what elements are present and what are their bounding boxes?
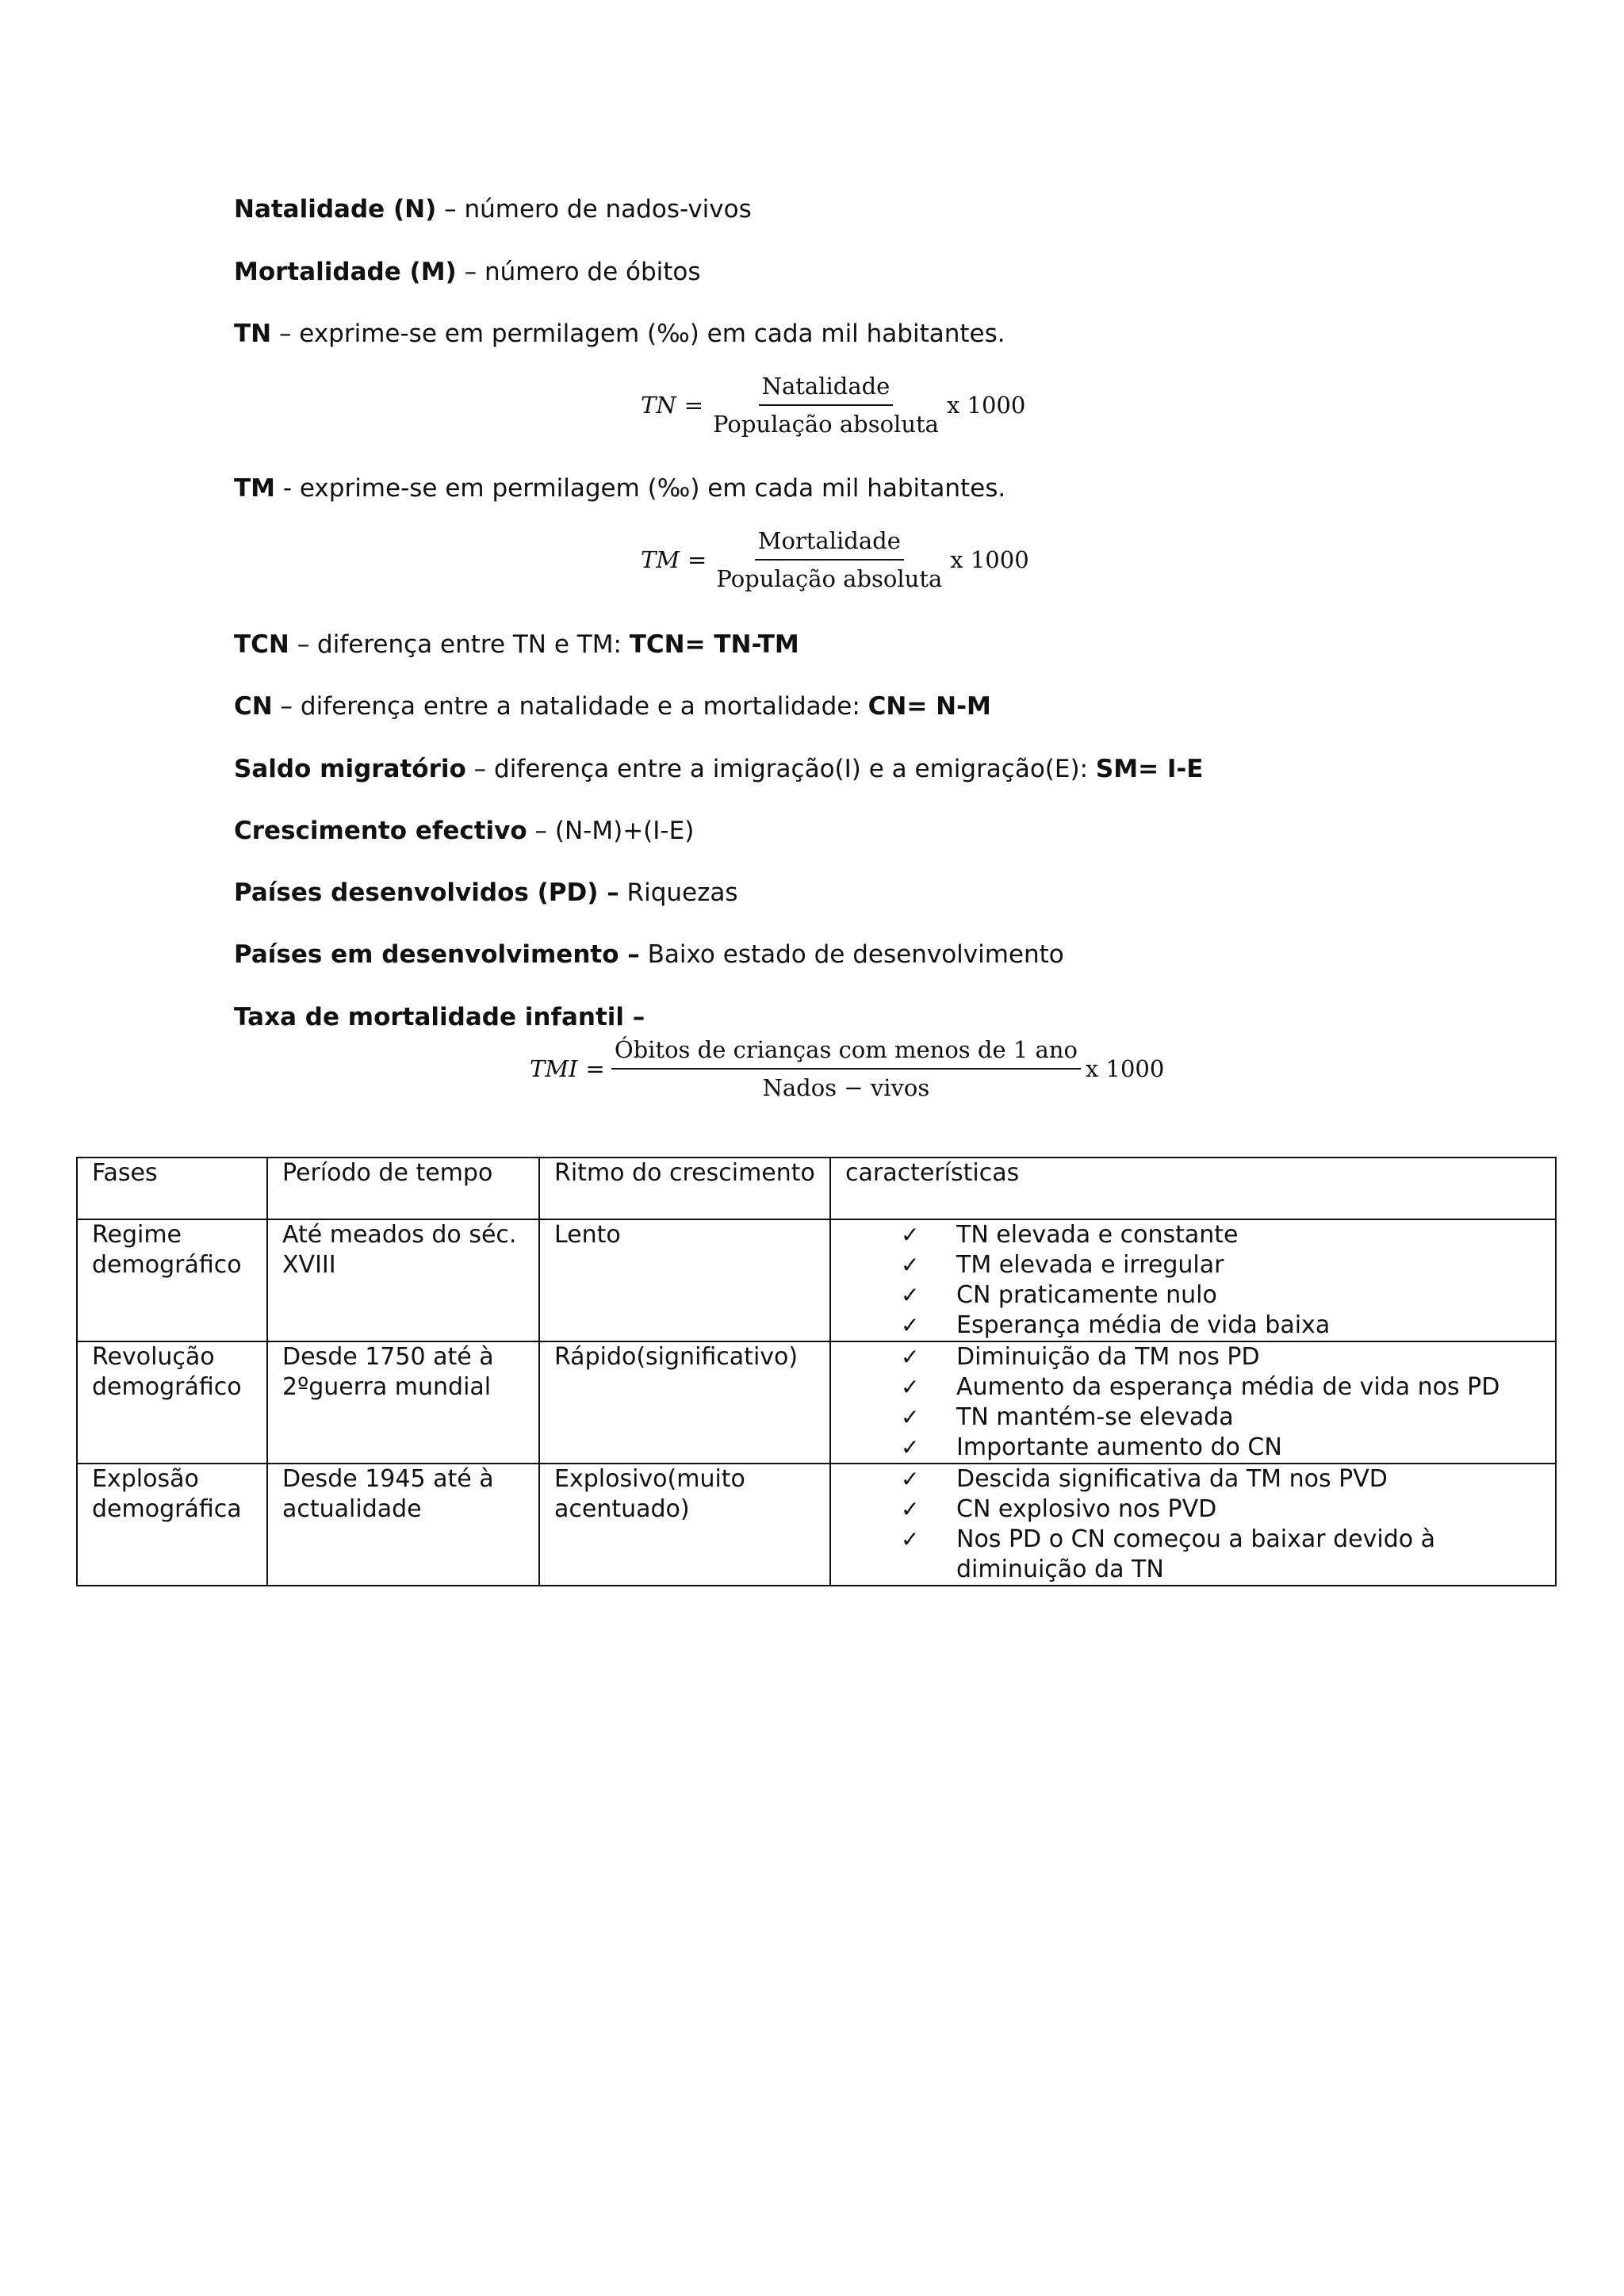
definition-tcn [234, 629, 799, 660]
formula-denominator: Nados − vivos [762, 1074, 930, 1101]
formula-numerator: Mortalidade [755, 527, 904, 561]
table-row [77, 1219, 1556, 1341]
definition-term: TCN [234, 630, 289, 659]
table-cell-fase: Explosão demográfica [77, 1464, 267, 1586]
list-item [901, 1280, 1541, 1311]
table-cell-fase: Revolução demográfico [77, 1341, 267, 1464]
definition-text: – (N-M)+(I-E) [527, 817, 695, 845]
table-cell-ritmo: Explosivo(muito acentuado) [539, 1464, 830, 1586]
definition-term: Países em desenvolvimento – [234, 940, 640, 969]
list-item-text: TM elevada e irregular [956, 1251, 1224, 1279]
list-item-text: CN explosivo nos PVD [956, 1495, 1217, 1523]
definition-mortalidade [234, 256, 701, 288]
characteristics-list [845, 1342, 1541, 1463]
check-icon: ✓ [901, 1434, 920, 1460]
definition-term: Saldo migratório [234, 755, 466, 783]
definition-text: Riquezas [619, 878, 738, 907]
list-item-text: Nos PD o CN começou a baixar devido à diminuição da TN [956, 1525, 1436, 1583]
formula-multiplier: x 1000 [950, 546, 1029, 573]
formula-multiplier: x 1000 [1085, 1055, 1165, 1082]
list-item [901, 1464, 1541, 1494]
definition-paises-desenvolvidos [234, 877, 738, 909]
formula-tn [641, 373, 1025, 438]
formula-tmi [530, 1036, 1164, 1101]
definition-text: – número de óbitos [456, 258, 701, 286]
table-header-row [77, 1158, 1556, 1219]
table-cell-fase: Regime demográfico [77, 1219, 267, 1341]
definition-saldo-migratorio [234, 753, 1203, 785]
list-item [901, 1402, 1541, 1433]
list-item [901, 1525, 1541, 1585]
list-item [901, 1433, 1541, 1463]
check-icon: ✓ [901, 1496, 920, 1522]
definition-term: Natalidade (N) [234, 195, 437, 224]
table-cell-caracteristicas [830, 1219, 1556, 1341]
check-icon: ✓ [901, 1466, 920, 1492]
definition-cn [234, 691, 991, 722]
list-item-text: Descida significativa da TM nos PVD [956, 1465, 1388, 1493]
characteristics-list [845, 1464, 1541, 1585]
formula-equals: = [688, 546, 707, 573]
list-item [901, 1220, 1541, 1250]
list-item [901, 1342, 1541, 1372]
check-icon: ✓ [901, 1312, 920, 1338]
definition-term: Taxa de mortalidade infantil – [234, 1003, 645, 1031]
definition-term: Crescimento efectivo [234, 817, 527, 845]
check-icon: ✓ [901, 1374, 920, 1400]
table-row [77, 1341, 1556, 1464]
formula-numerator: Óbitos de crianças com menos de 1 ano [611, 1036, 1081, 1070]
formula-denominator: População absoluta [716, 565, 943, 592]
definition-text: – diferença entre a natalidade e a mortalidade: [272, 692, 868, 721]
formula-lhs: TMI [530, 1055, 578, 1082]
table-header-cell: Ritmo do crescimento [539, 1158, 830, 1219]
table-cell-periodo: Desde 1945 até à actualidade [267, 1464, 539, 1586]
definition-text: Baixo estado de desenvolvimento [639, 940, 1064, 969]
list-item-text: Diminuição da TM nos PD [956, 1343, 1260, 1371]
check-icon: ✓ [901, 1252, 920, 1278]
table-cell-periodo: Até meados do séc. XVIII [267, 1219, 539, 1341]
formula-denominator: População absoluta [713, 411, 939, 438]
table-cell-caracteristicas [830, 1341, 1556, 1464]
formula-lhs: TN [641, 392, 676, 419]
formula-fraction [713, 527, 945, 592]
table-cell-caracteristicas [830, 1464, 1556, 1586]
list-item-text: Aumento da esperança média de vida nos PD [956, 1373, 1500, 1401]
definition-text: – número de nados-vivos [436, 195, 752, 224]
table-cell-ritmo: Lento [539, 1219, 830, 1341]
definition-text: - exprime-se em permilagem (‰) em cada mil habitantes. [275, 474, 1006, 503]
demographic-phases-table [76, 1157, 1557, 1586]
table-header-cell: características [830, 1158, 1556, 1219]
list-item-text: TN elevada e constante [956, 1221, 1239, 1249]
definition-term: TN [234, 320, 272, 348]
list-item-text: CN praticamente nulo [956, 1281, 1217, 1309]
definition-paises-em-desenvolvimento [234, 939, 1064, 970]
formula-equals: = [585, 1055, 605, 1082]
definition-formula: TCN= TN-TM [629, 630, 799, 659]
list-item-text: Importante aumento do CN [956, 1433, 1282, 1461]
definition-term: CN [234, 692, 273, 721]
formula-numerator: Natalidade [759, 373, 894, 406]
definition-term: Mortalidade (M) [234, 258, 457, 286]
table-header-cell: Fases [77, 1158, 267, 1219]
check-icon: ✓ [901, 1282, 920, 1308]
check-icon: ✓ [901, 1222, 920, 1248]
definition-text: – exprime-se em permilagem (‰) em cada mil habitantes. [271, 320, 1005, 348]
characteristics-list [845, 1220, 1541, 1341]
definition-crescimento-efectivo [234, 815, 694, 847]
table-row [77, 1464, 1556, 1586]
definition-text: – diferença entre a imigração(I) e a emigração(E): [465, 755, 1096, 783]
definition-tm [234, 473, 1005, 504]
definition-formula: CN= N-M [868, 692, 991, 721]
list-item-text: Esperança média de vida baixa [956, 1311, 1331, 1339]
definition-natalidade [234, 193, 752, 225]
list-item [901, 1250, 1541, 1280]
list-item [901, 1494, 1541, 1525]
table-cell-periodo: Desde 1750 até à 2ºguerra mundial [267, 1341, 539, 1464]
check-icon: ✓ [901, 1344, 920, 1370]
formula-tm [641, 527, 1029, 592]
check-icon: ✓ [901, 1526, 920, 1552]
definition-term: Países desenvolvidos (PD) – [234, 878, 619, 907]
definition-text: – diferença entre TN e TM: [289, 630, 630, 659]
check-icon: ✓ [901, 1404, 920, 1430]
formula-fraction [611, 1036, 1081, 1101]
formula-fraction [710, 373, 942, 438]
formula-equals: = [684, 392, 704, 419]
definition-tn [234, 318, 1005, 350]
table-header-cell: Período de tempo [267, 1158, 539, 1219]
formula-lhs: TM [641, 546, 680, 573]
formula-multiplier: x 1000 [946, 392, 1026, 419]
definition-taxa-mortalidade-infantil [234, 1001, 645, 1033]
definition-formula: SM= I-E [1095, 755, 1204, 783]
list-item [901, 1372, 1541, 1402]
definition-term: TM [234, 474, 275, 503]
list-item-text: TN mantém-se elevada [956, 1403, 1234, 1431]
table-cell-ritmo: Rápido(significativo) [539, 1341, 830, 1464]
list-item [901, 1311, 1541, 1341]
